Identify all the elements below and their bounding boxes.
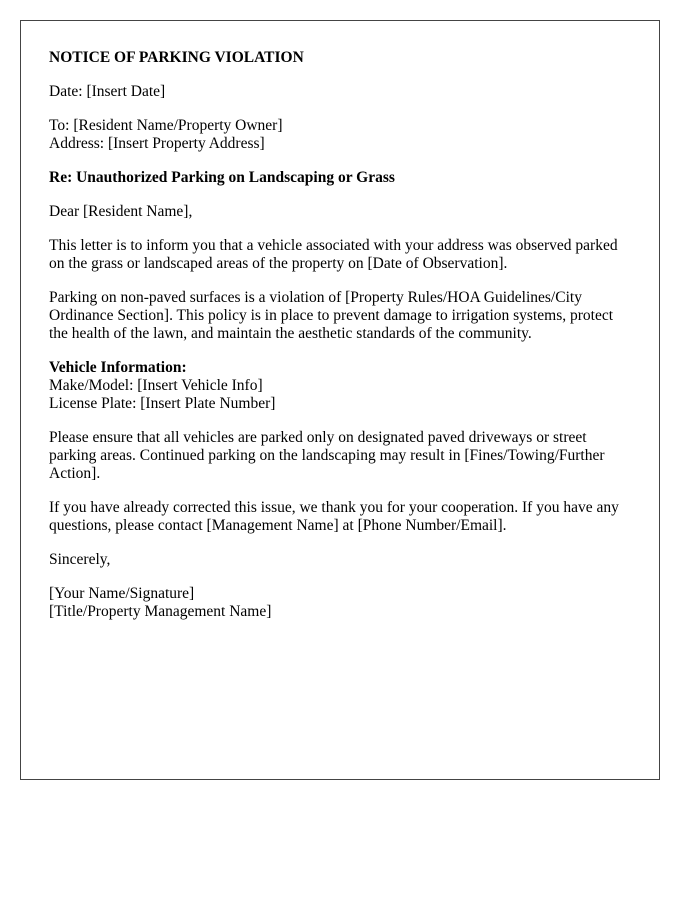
recipient-block [49,117,631,153]
signature-block [49,585,631,621]
subject-line: Re: Unauthorized Parking on Landscaping or Grass [49,169,395,186]
date-line: Date: [Insert Date] [49,83,166,100]
salutation: Dear [Resident Name], [49,203,193,220]
paragraph-policy: Parking on non-paved surfaces is a violation of [Property Rules/HOA Guidelines/City Ordinance Section]. This policy is in place to prevent damage to irrigation systems, protect the health of the lawn, and maintain the aesthetic standards of the community. [49,289,614,342]
closing: Sincerely, [49,551,111,568]
vehicle-info-block [49,359,631,413]
paragraph-observation: This letter is to inform you that a vehicle associated with your address was observed parked on the grass or landscaped areas of the property on [Date of Observation]. [49,237,618,272]
signature-name: [Your Name/Signature] [49,585,195,602]
signature-title: [Title/Property Management Name] [49,603,272,620]
to-line: To: [Resident Name/Property Owner] [49,117,283,134]
paragraph-instructions: Please ensure that all vehicles are parked only on designated paved driveways or street parking areas. Continued parking on the landscaping may result in [Fines/Towing/Further Action]. [49,429,605,482]
letter-title: NOTICE OF PARKING VIOLATION [49,49,304,66]
vehicle-make-model: Make/Model: [Insert Vehicle Info] [49,377,263,394]
vehicle-info-heading: Vehicle Information: [49,359,187,376]
vehicle-license-plate: License Plate: [Insert Plate Number] [49,395,276,412]
paragraph-contact: If you have already corrected this issue, we thank you for your cooperation. If you have any questions, please contact [Management Name] at [Phone Number/Email]. [49,499,619,534]
violation-letter [20,20,660,780]
address-line: Address: [Insert Property Address] [49,135,265,152]
